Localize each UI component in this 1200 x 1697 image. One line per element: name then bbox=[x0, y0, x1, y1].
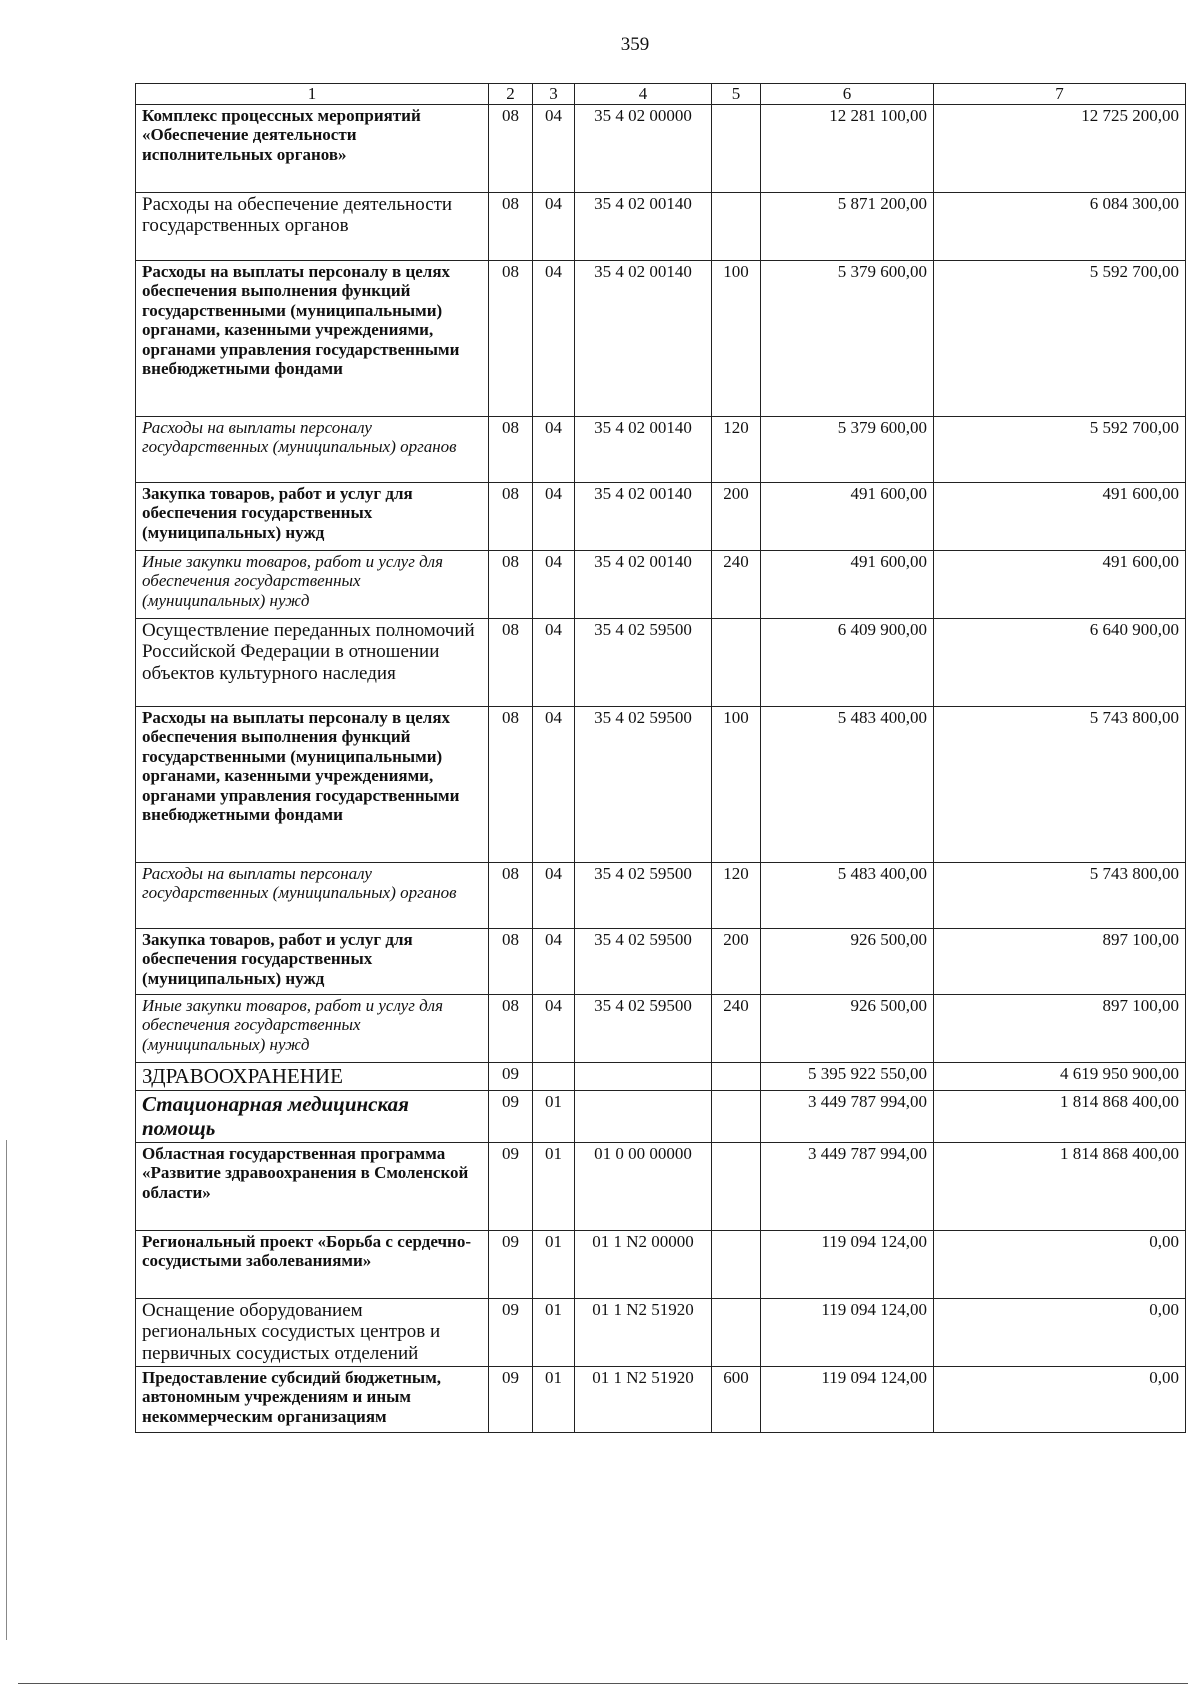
expense-type-cell: 200 bbox=[712, 482, 761, 550]
amount-year2-cell: 0,00 bbox=[934, 1366, 1186, 1432]
subsection-code-cell: 04 bbox=[533, 618, 575, 706]
amount-year1-cell: 926 500,00 bbox=[761, 994, 934, 1062]
expense-type-cell: 600 bbox=[712, 1366, 761, 1432]
amount-year2-cell: 897 100,00 bbox=[934, 994, 1186, 1062]
section-code-cell: 08 bbox=[489, 862, 533, 928]
expense-type-cell bbox=[712, 1298, 761, 1366]
budget-table bbox=[135, 83, 1186, 1433]
row-name-cell: Оснащение оборудованием региональных сосудистых центров и первичных сосудистых отделений bbox=[136, 1298, 489, 1366]
row-name-cell: Иные закупки товаров, работ и услуг для обеспечения государственных (муниципальных) нужд bbox=[136, 550, 489, 618]
expense-type-cell bbox=[712, 1090, 761, 1142]
section-code-cell: 09 bbox=[489, 1090, 533, 1142]
subsection-code-cell: 04 bbox=[533, 260, 575, 416]
amount-year1-cell: 5 483 400,00 bbox=[761, 706, 934, 862]
expense-type-cell: 100 bbox=[712, 706, 761, 862]
section-code-cell: 08 bbox=[489, 706, 533, 862]
section-code-cell: 09 bbox=[489, 1298, 533, 1366]
amount-year1-cell: 491 600,00 bbox=[761, 550, 934, 618]
target-article-cell: 35 4 02 00140 bbox=[575, 192, 712, 260]
table-row bbox=[136, 482, 1186, 550]
amount-year2-cell: 5 743 800,00 bbox=[934, 862, 1186, 928]
amount-year2-cell: 0,00 bbox=[934, 1230, 1186, 1298]
table-row bbox=[136, 416, 1186, 482]
row-name-cell: Комплекс процессных мероприятий «Обеспечение деятельности исполнительных органов» bbox=[136, 104, 489, 192]
target-article-cell: 35 4 02 59500 bbox=[575, 706, 712, 862]
subsection-code-cell: 01 bbox=[533, 1090, 575, 1142]
section-code-cell: 09 bbox=[489, 1142, 533, 1230]
row-name-cell: Расходы на выплаты персоналу государственных (муниципальных) органов bbox=[136, 416, 489, 482]
column-number: 3 bbox=[533, 84, 575, 105]
amount-year2-cell: 1 814 868 400,00 bbox=[934, 1090, 1186, 1142]
expense-type-cell: 240 bbox=[712, 994, 761, 1062]
subsection-code-cell bbox=[533, 1062, 575, 1090]
target-article-cell: 01 1 N2 51920 bbox=[575, 1366, 712, 1432]
amount-year2-cell: 6 084 300,00 bbox=[934, 192, 1186, 260]
row-name-cell: Закупка товаров, работ и услуг для обеспечения государственных (муниципальных) нужд bbox=[136, 482, 489, 550]
target-article-cell: 35 4 02 59500 bbox=[575, 994, 712, 1062]
column-number: 2 bbox=[489, 84, 533, 105]
subsection-code-cell: 04 bbox=[533, 104, 575, 192]
subsection-code-cell: 01 bbox=[533, 1298, 575, 1366]
table-row bbox=[136, 550, 1186, 618]
row-name-cell: Стационарная медицинская помощь bbox=[136, 1090, 489, 1142]
amount-year2-cell: 5 592 700,00 bbox=[934, 416, 1186, 482]
subsection-code-cell: 04 bbox=[533, 482, 575, 550]
expense-type-cell bbox=[712, 1142, 761, 1230]
expense-type-cell bbox=[712, 1062, 761, 1090]
subsection-code-cell: 04 bbox=[533, 862, 575, 928]
table-row bbox=[136, 706, 1186, 862]
amount-year2-cell: 12 725 200,00 bbox=[934, 104, 1186, 192]
table-row bbox=[136, 994, 1186, 1062]
column-number: 7 bbox=[934, 84, 1186, 105]
amount-year1-cell: 5 871 200,00 bbox=[761, 192, 934, 260]
page-number: 359 bbox=[620, 34, 650, 55]
row-name-cell: Расходы на выплаты персоналу государственных (муниципальных) органов bbox=[136, 862, 489, 928]
table-row bbox=[136, 1298, 1186, 1366]
target-article-cell: 35 4 02 00000 bbox=[575, 104, 712, 192]
expense-type-cell: 100 bbox=[712, 260, 761, 416]
column-number: 1 bbox=[136, 84, 489, 105]
table-row bbox=[136, 618, 1186, 706]
target-article-cell: 01 1 N2 51920 bbox=[575, 1298, 712, 1366]
table-row bbox=[136, 928, 1186, 994]
amount-year1-cell: 119 094 124,00 bbox=[761, 1298, 934, 1366]
section-code-cell: 08 bbox=[489, 416, 533, 482]
subsection-code-cell: 04 bbox=[533, 928, 575, 994]
section-code-cell: 08 bbox=[489, 104, 533, 192]
target-article-cell bbox=[575, 1062, 712, 1090]
section-code-cell: 08 bbox=[489, 994, 533, 1062]
expense-type-cell: 120 bbox=[712, 862, 761, 928]
section-code-cell: 08 bbox=[489, 260, 533, 416]
row-name-cell: Иные закупки товаров, работ и услуг для обеспечения государственных (муниципальных) нужд bbox=[136, 994, 489, 1062]
amount-year2-cell: 491 600,00 bbox=[934, 482, 1186, 550]
column-number: 5 bbox=[712, 84, 761, 105]
row-name-cell: Расходы на обеспечение деятельности государственных органов bbox=[136, 192, 489, 260]
row-name-cell: Закупка товаров, работ и услуг для обеспечения государственных (муниципальных) нужд bbox=[136, 928, 489, 994]
expense-type-cell bbox=[712, 618, 761, 706]
row-name-cell: Областная государственная программа «Развитие здравоохранения в Смоленской области» bbox=[136, 1142, 489, 1230]
expense-type-cell bbox=[712, 192, 761, 260]
row-name-cell: ЗДРАВООХРАНЕНИЕ bbox=[136, 1062, 489, 1090]
target-article-cell: 35 4 02 59500 bbox=[575, 928, 712, 994]
target-article-cell bbox=[575, 1090, 712, 1142]
table-row bbox=[136, 1142, 1186, 1230]
table-row bbox=[136, 1230, 1186, 1298]
amount-year1-cell: 119 094 124,00 bbox=[761, 1366, 934, 1432]
amount-year1-cell: 491 600,00 bbox=[761, 482, 934, 550]
amount-year2-cell: 897 100,00 bbox=[934, 928, 1186, 994]
target-article-cell: 35 4 02 59500 bbox=[575, 862, 712, 928]
column-number: 4 bbox=[575, 84, 712, 105]
amount-year1-cell: 3 449 787 994,00 bbox=[761, 1090, 934, 1142]
expense-type-cell bbox=[712, 104, 761, 192]
section-code-cell: 08 bbox=[489, 928, 533, 994]
scan-bottom-line bbox=[18, 1683, 1188, 1684]
section-code-cell: 09 bbox=[489, 1062, 533, 1090]
expense-type-cell bbox=[712, 1230, 761, 1298]
table-row bbox=[136, 104, 1186, 192]
row-name-cell: Региональный проект «Борьба с сердечно-сосудистыми заболеваниями» bbox=[136, 1230, 489, 1298]
amount-year2-cell: 491 600,00 bbox=[934, 550, 1186, 618]
column-number: 6 bbox=[761, 84, 934, 105]
row-name-cell: Расходы на выплаты персоналу в целях обеспечения выполнения функций государственными (муниципальными) органами, казенными учреждениями, органами управления государственными внебюджетными фондами bbox=[136, 260, 489, 416]
amount-year2-cell: 0,00 bbox=[934, 1298, 1186, 1366]
subsection-code-cell: 04 bbox=[533, 192, 575, 260]
row-name-cell: Расходы на выплаты персоналу в целях обеспечения выполнения функций государственными (муниципальными) органами, казенными учреждениями, органами управления государственными внебюджетными фондами bbox=[136, 706, 489, 862]
expense-type-cell: 120 bbox=[712, 416, 761, 482]
target-article-cell: 35 4 02 00140 bbox=[575, 260, 712, 416]
target-article-cell: 35 4 02 00140 bbox=[575, 416, 712, 482]
subsection-code-cell: 04 bbox=[533, 706, 575, 862]
subsection-code-cell: 04 bbox=[533, 550, 575, 618]
section-code-cell: 09 bbox=[489, 1230, 533, 1298]
section-code-cell: 08 bbox=[489, 618, 533, 706]
amount-year2-cell: 1 814 868 400,00 bbox=[934, 1142, 1186, 1230]
table-row bbox=[136, 862, 1186, 928]
target-article-cell: 35 4 02 00140 bbox=[575, 482, 712, 550]
expense-type-cell: 240 bbox=[712, 550, 761, 618]
table-row bbox=[136, 1366, 1186, 1432]
amount-year1-cell: 5 379 600,00 bbox=[761, 260, 934, 416]
amount-year1-cell: 6 409 900,00 bbox=[761, 618, 934, 706]
table-row bbox=[136, 260, 1186, 416]
subsection-code-cell: 01 bbox=[533, 1366, 575, 1432]
section-code-cell: 08 bbox=[489, 192, 533, 260]
table-row bbox=[136, 1090, 1186, 1142]
target-article-cell: 35 4 02 59500 bbox=[575, 618, 712, 706]
scan-edge-line bbox=[6, 1140, 7, 1640]
expense-type-cell: 200 bbox=[712, 928, 761, 994]
table-row bbox=[136, 1062, 1186, 1090]
amount-year1-cell: 119 094 124,00 bbox=[761, 1230, 934, 1298]
amount-year2-cell: 5 592 700,00 bbox=[934, 260, 1186, 416]
amount-year1-cell: 3 449 787 994,00 bbox=[761, 1142, 934, 1230]
subsection-code-cell: 04 bbox=[533, 416, 575, 482]
row-name-cell: Осуществление переданных полномочий Российской Федерации в отношении объектов культурного наследия bbox=[136, 618, 489, 706]
target-article-cell: 35 4 02 00140 bbox=[575, 550, 712, 618]
amount-year1-cell: 12 281 100,00 bbox=[761, 104, 934, 192]
amount-year1-cell: 926 500,00 bbox=[761, 928, 934, 994]
section-code-cell: 08 bbox=[489, 550, 533, 618]
subsection-code-cell: 04 bbox=[533, 994, 575, 1062]
amount-year1-cell: 5 483 400,00 bbox=[761, 862, 934, 928]
row-name-cell: Предоставление субсидий бюджетным, автономным учреждениям и иным некоммерческим организациям bbox=[136, 1366, 489, 1432]
target-article-cell: 01 1 N2 00000 bbox=[575, 1230, 712, 1298]
amount-year2-cell: 6 640 900,00 bbox=[934, 618, 1186, 706]
subsection-code-cell: 01 bbox=[533, 1230, 575, 1298]
amount-year1-cell: 5 379 600,00 bbox=[761, 416, 934, 482]
amount-year2-cell: 4 619 950 900,00 bbox=[934, 1062, 1186, 1090]
amount-year1-cell: 5 395 922 550,00 bbox=[761, 1062, 934, 1090]
section-code-cell: 09 bbox=[489, 1366, 533, 1432]
amount-year2-cell: 5 743 800,00 bbox=[934, 706, 1186, 862]
table-row bbox=[136, 192, 1186, 260]
column-number-row bbox=[136, 84, 1186, 105]
subsection-code-cell: 01 bbox=[533, 1142, 575, 1230]
target-article-cell: 01 0 00 00000 bbox=[575, 1142, 712, 1230]
section-code-cell: 08 bbox=[489, 482, 533, 550]
